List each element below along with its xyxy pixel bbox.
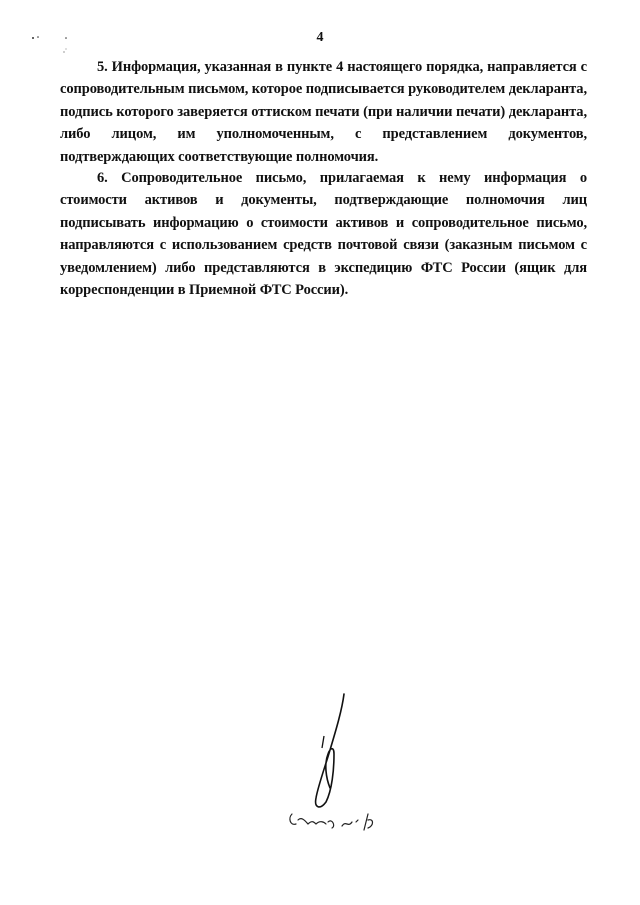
paragraph-6: 6. Сопроводительное письмо, прилагаемая к нему информация о стоимости активов и документы, подтверждающие полномочия лиц подписывать информацию о стоимости активов и сопроводительное письмо, направляются с использованием средств почтовой связи (заказным письмом с уведомлением) либо представляются в экспедицию ФТС России (ящик для корреспонденции в Приемной ФТС России). (60, 170, 587, 299)
paragraph-5: 5. Информация, указанная в пункте 4 настоящего порядка, направляется с сопроводительным письмом, которое подписывается руководителем декларанта, подпись которого заверяется оттиском печати (при наличии печати) декларанта, либо лицом, им уполномоченным, с представлением документов, подтверждающих соответствующие полномочия. (60, 59, 587, 165)
page-number: 4 (316, 30, 324, 45)
handwritten-note (280, 800, 400, 840)
